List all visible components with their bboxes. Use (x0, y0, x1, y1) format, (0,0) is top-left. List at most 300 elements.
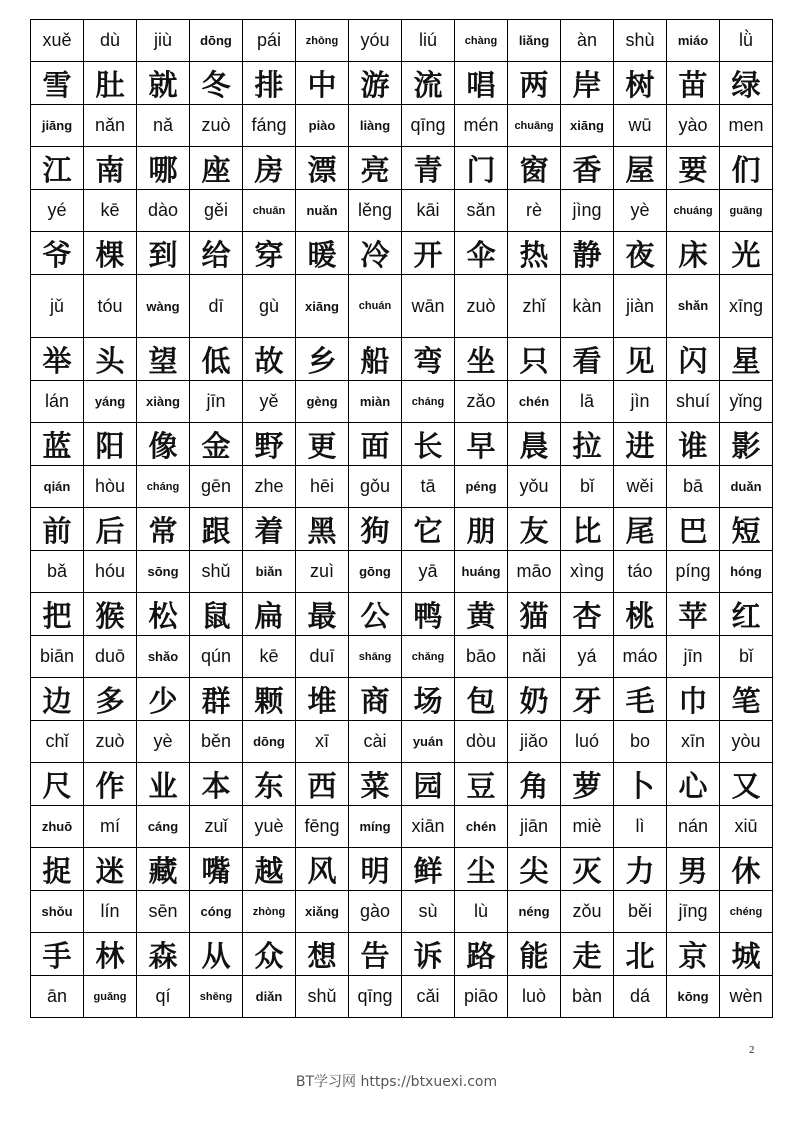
hanzi-cell: 流 (402, 62, 455, 105)
hanzi-cell: 雪 (31, 62, 84, 105)
pinyin-cell: běi (614, 891, 667, 933)
pinyin-cell: xiū (720, 806, 773, 848)
hanzi-cell: 猴 (84, 593, 137, 636)
pinyin-cell: liǎng (508, 20, 561, 62)
pinyin-cell: xīn (667, 721, 720, 763)
pinyin-cell: gěi (190, 190, 243, 232)
hanzi-cell: 们 (720, 147, 773, 190)
pinyin-cell: ān (31, 976, 84, 1018)
pinyin-cell: chuāng (508, 105, 561, 147)
pinyin-cell: dōng (190, 20, 243, 62)
pinyin-cell: duī (296, 636, 349, 678)
pinyin-cell: wàng (137, 275, 190, 338)
pinyin-row (31, 190, 773, 232)
pinyin-cell: jīng (667, 891, 720, 933)
hanzi-cell: 要 (667, 147, 720, 190)
hanzi-cell: 晨 (508, 423, 561, 466)
pinyin-cell: yóu (349, 20, 402, 62)
hanzi-cell: 亮 (349, 147, 402, 190)
pinyin-cell: mén (455, 105, 508, 147)
hanzi-cell: 杏 (561, 593, 614, 636)
pinyin-cell: diǎn (243, 976, 296, 1018)
pinyin-cell: huáng (455, 551, 508, 593)
pinyin-cell: néng (508, 891, 561, 933)
hanzi-cell: 冬 (190, 62, 243, 105)
hanzi-cell: 房 (243, 147, 296, 190)
hanzi-cell: 江 (31, 147, 84, 190)
hanzi-cell: 给 (190, 232, 243, 275)
pinyin-cell: cóng (190, 891, 243, 933)
pinyin-cell: men (720, 105, 773, 147)
pinyin-cell: yuè (243, 806, 296, 848)
hanzi-cell: 颗 (243, 678, 296, 721)
hanzi-cell: 把 (31, 593, 84, 636)
pinyin-cell: yáng (84, 381, 137, 423)
pinyin-cell: zuò (84, 721, 137, 763)
hanzi-cell: 迷 (84, 848, 137, 891)
pinyin-cell: wān (402, 275, 455, 338)
pinyin-cell: gào (349, 891, 402, 933)
hanzi-cell: 红 (720, 593, 773, 636)
hanzi-cell: 鸭 (402, 593, 455, 636)
page-number: 2 (749, 1044, 755, 1056)
hanzi-cell: 城 (720, 933, 773, 976)
pinyin-cell: táo (614, 551, 667, 593)
pinyin-cell: wū (614, 105, 667, 147)
hanzi-cell: 林 (84, 933, 137, 976)
hanzi-cell: 明 (349, 848, 402, 891)
pinyin-cell: chuān (243, 190, 296, 232)
pinyin-cell: wěi (614, 466, 667, 508)
hanzi-cell: 朋 (455, 508, 508, 551)
pinyin-cell: jiù (137, 20, 190, 62)
pinyin-cell: shǎo (137, 636, 190, 678)
pinyin-cell: fēng (296, 806, 349, 848)
pinyin-cell: xuě (31, 20, 84, 62)
pinyin-cell: zǎo (455, 381, 508, 423)
pinyin-cell: mí (84, 806, 137, 848)
hanzi-cell: 就 (137, 62, 190, 105)
pinyin-cell: cǎi (402, 976, 455, 1018)
hanzi-cell: 鼠 (190, 593, 243, 636)
hanzi-cell: 举 (31, 338, 84, 381)
pinyin-cell: yā (402, 551, 455, 593)
hanzi-cell: 多 (84, 678, 137, 721)
hanzi-cell: 尺 (31, 763, 84, 806)
hanzi-cell: 奶 (508, 678, 561, 721)
pinyin-cell: dù (84, 20, 137, 62)
pinyin-cell: zuì (296, 551, 349, 593)
pinyin-cell: lín (84, 891, 137, 933)
hanzi-cell: 影 (720, 423, 773, 466)
pinyin-cell: hòu (84, 466, 137, 508)
pinyin-cell: yá (561, 636, 614, 678)
pinyin-cell: zhòng (243, 891, 296, 933)
hanzi-cell: 肚 (84, 62, 137, 105)
hanzi-row (31, 147, 773, 190)
pinyin-cell: miáo (667, 20, 720, 62)
pinyin-cell: liàng (349, 105, 402, 147)
hanzi-cell: 手 (31, 933, 84, 976)
pinyin-cell: píng (667, 551, 720, 593)
hanzi-cell: 公 (349, 593, 402, 636)
pinyin-cell: bǐ (561, 466, 614, 508)
hanzi-row (31, 232, 773, 275)
hanzi-cell: 巴 (667, 508, 720, 551)
pinyin-cell: gèng (296, 381, 349, 423)
hanzi-cell: 跟 (190, 508, 243, 551)
hanzi-cell: 星 (720, 338, 773, 381)
pinyin-row (31, 20, 773, 62)
pinyin-cell: yuán (402, 721, 455, 763)
pinyin-cell: běn (190, 721, 243, 763)
pinyin-cell: yè (614, 190, 667, 232)
hanzi-cell: 森 (137, 933, 190, 976)
hanzi-row (31, 62, 773, 105)
hanzi-cell: 作 (84, 763, 137, 806)
pinyin-cell: nǎ (137, 105, 190, 147)
hanzi-cell: 心 (667, 763, 720, 806)
hanzi-cell: 又 (720, 763, 773, 806)
pinyin-cell: àn (561, 20, 614, 62)
hanzi-cell: 阳 (84, 423, 137, 466)
hanzi-cell: 尖 (508, 848, 561, 891)
pinyin-cell: pái (243, 20, 296, 62)
hanzi-cell: 野 (243, 423, 296, 466)
pinyin-cell: dōng (243, 721, 296, 763)
pinyin-cell: piào (296, 105, 349, 147)
hanzi-cell: 越 (243, 848, 296, 891)
pinyin-row (31, 466, 773, 508)
pinyin-cell: chuán (349, 275, 402, 338)
pinyin-cell: kōng (667, 976, 720, 1018)
hanzi-cell: 群 (190, 678, 243, 721)
hanzi-cell: 拉 (561, 423, 614, 466)
pinyin-cell: zuǐ (190, 806, 243, 848)
hanzi-cell: 绿 (720, 62, 773, 105)
pinyin-cell: hóu (84, 551, 137, 593)
pinyin-cell: xiāng (296, 275, 349, 338)
hanzi-cell: 走 (561, 933, 614, 976)
hanzi-cell: 像 (137, 423, 190, 466)
hanzi-cell: 牙 (561, 678, 614, 721)
pinyin-cell: yòu (720, 721, 773, 763)
pinyin-row (31, 636, 773, 678)
hanzi-cell: 桃 (614, 593, 667, 636)
pinyin-cell: kē (84, 190, 137, 232)
pinyin-cell: gǒu (349, 466, 402, 508)
pinyin-cell: bǐ (720, 636, 773, 678)
pinyin-cell: dào (137, 190, 190, 232)
pinyin-cell: zhōng (296, 20, 349, 62)
hanzi-cell: 游 (349, 62, 402, 105)
hanzi-cell: 床 (667, 232, 720, 275)
pinyin-cell: kē (243, 636, 296, 678)
hanzi-cell: 哪 (137, 147, 190, 190)
pinyin-cell: míng (349, 806, 402, 848)
hanzi-cell: 暖 (296, 232, 349, 275)
pinyin-cell: chuáng (667, 190, 720, 232)
pinyin-hanzi-table (30, 19, 773, 1018)
pinyin-cell: chàng (455, 20, 508, 62)
hanzi-cell: 诉 (402, 933, 455, 976)
hanzi-cell: 望 (137, 338, 190, 381)
hanzi-cell: 边 (31, 678, 84, 721)
hanzi-cell: 船 (349, 338, 402, 381)
hanzi-cell: 夜 (614, 232, 667, 275)
hanzi-cell: 坐 (455, 338, 508, 381)
hanzi-cell: 鲜 (402, 848, 455, 891)
pinyin-cell: lù (455, 891, 508, 933)
hanzi-cell: 巾 (667, 678, 720, 721)
pinyin-cell: zuò (455, 275, 508, 338)
hanzi-cell: 路 (455, 933, 508, 976)
hanzi-cell: 风 (296, 848, 349, 891)
hanzi-cell: 灭 (561, 848, 614, 891)
hanzi-cell: 长 (402, 423, 455, 466)
pinyin-cell: kàn (561, 275, 614, 338)
hanzi-cell: 业 (137, 763, 190, 806)
hanzi-cell: 菜 (349, 763, 402, 806)
pinyin-cell: xīng (720, 275, 773, 338)
hanzi-row (31, 763, 773, 806)
pinyin-cell: bāo (455, 636, 508, 678)
hanzi-cell: 进 (614, 423, 667, 466)
hanzi-cell: 男 (667, 848, 720, 891)
pinyin-cell: sù (402, 891, 455, 933)
pinyin-cell: lǜ (720, 20, 773, 62)
pinyin-row (31, 721, 773, 763)
pinyin-cell: duō (84, 636, 137, 678)
pinyin-cell: xìng (561, 551, 614, 593)
pinyin-cell: wèn (720, 976, 773, 1018)
hanzi-cell: 豆 (455, 763, 508, 806)
hanzi-cell: 乡 (296, 338, 349, 381)
hanzi-cell: 猫 (508, 593, 561, 636)
hanzi-cell: 商 (349, 678, 402, 721)
hanzi-cell: 黄 (455, 593, 508, 636)
pinyin-cell: liú (402, 20, 455, 62)
hanzi-cell: 窗 (508, 147, 561, 190)
hanzi-cell: 着 (243, 508, 296, 551)
pinyin-cell: zuò (190, 105, 243, 147)
hanzi-cell: 冷 (349, 232, 402, 275)
pinyin-cell: qīng (349, 976, 402, 1018)
pinyin-row (31, 806, 773, 848)
hanzi-cell: 想 (296, 933, 349, 976)
pinyin-cell: jiān (508, 806, 561, 848)
hanzi-cell: 角 (508, 763, 561, 806)
hanzi-cell: 扁 (243, 593, 296, 636)
hanzi-cell: 笔 (720, 678, 773, 721)
pinyin-cell: nuǎn (296, 190, 349, 232)
pinyin-cell: miè (561, 806, 614, 848)
hanzi-cell: 早 (455, 423, 508, 466)
hanzi-cell: 捉 (31, 848, 84, 891)
hanzi-cell: 谁 (667, 423, 720, 466)
pinyin-cell: zhuō (31, 806, 84, 848)
pinyin-row (31, 891, 773, 933)
pinyin-cell: xī (296, 721, 349, 763)
pinyin-cell: xiàng (137, 381, 190, 423)
hanzi-cell: 尾 (614, 508, 667, 551)
pinyin-cell: shāng (349, 636, 402, 678)
hanzi-cell: 告 (349, 933, 402, 976)
pinyin-cell: cáng (137, 806, 190, 848)
pinyin-cell: guāng (720, 190, 773, 232)
hanzi-cell: 更 (296, 423, 349, 466)
hanzi-cell: 两 (508, 62, 561, 105)
hanzi-cell: 少 (137, 678, 190, 721)
hanzi-cell: 力 (614, 848, 667, 891)
hanzi-cell: 开 (402, 232, 455, 275)
hanzi-cell: 只 (508, 338, 561, 381)
pinyin-row (31, 105, 773, 147)
pinyin-cell: chǎng (402, 636, 455, 678)
pinyin-cell: luó (561, 721, 614, 763)
hanzi-cell: 到 (137, 232, 190, 275)
footer-watermark: BT学习网 https://btxuexi.com (295, 1074, 498, 1090)
pinyin-cell: cài (349, 721, 402, 763)
hanzi-cell: 排 (243, 62, 296, 105)
hanzi-cell: 苹 (667, 593, 720, 636)
hanzi-row (31, 593, 773, 636)
pinyin-cell: sēn (137, 891, 190, 933)
hanzi-cell: 从 (190, 933, 243, 976)
hanzi-row (31, 508, 773, 551)
pinyin-cell: jīn (667, 636, 720, 678)
pinyin-row (31, 551, 773, 593)
pinyin-cell: guǎng (84, 976, 137, 1018)
hanzi-cell: 香 (561, 147, 614, 190)
hanzi-cell: 伞 (455, 232, 508, 275)
hanzi-cell: 金 (190, 423, 243, 466)
pinyin-cell: bo (614, 721, 667, 763)
pinyin-cell: yǒu (508, 466, 561, 508)
pinyin-cell: yào (667, 105, 720, 147)
hanzi-cell: 最 (296, 593, 349, 636)
pinyin-cell: biǎn (243, 551, 296, 593)
hanzi-cell: 见 (614, 338, 667, 381)
hanzi-cell: 岸 (561, 62, 614, 105)
hanzi-cell: 苗 (667, 62, 720, 105)
hanzi-cell: 东 (243, 763, 296, 806)
hanzi-cell: 比 (561, 508, 614, 551)
hanzi-cell: 卜 (614, 763, 667, 806)
hanzi-row (31, 338, 773, 381)
hanzi-cell: 青 (402, 147, 455, 190)
pinyin-cell: dī (190, 275, 243, 338)
pinyin-cell: hóng (720, 551, 773, 593)
pinyin-cell: yé (31, 190, 84, 232)
hanzi-cell: 蓝 (31, 423, 84, 466)
pinyin-cell: rè (508, 190, 561, 232)
pinyin-cell: jǔ (31, 275, 84, 338)
hanzi-cell: 头 (84, 338, 137, 381)
pinyin-cell: jīn (190, 381, 243, 423)
hanzi-cell: 常 (137, 508, 190, 551)
hanzi-cell: 穿 (243, 232, 296, 275)
pinyin-cell: zhǐ (508, 275, 561, 338)
hanzi-cell: 堆 (296, 678, 349, 721)
pinyin-cell: piāo (455, 976, 508, 1018)
hanzi-cell: 门 (455, 147, 508, 190)
pinyin-cell: biān (31, 636, 84, 678)
pinyin-cell: tóu (84, 275, 137, 338)
pinyin-cell: bàn (561, 976, 614, 1018)
hanzi-cell: 场 (402, 678, 455, 721)
pinyin-cell: gēn (190, 466, 243, 508)
pinyin-cell: xiāng (561, 105, 614, 147)
hanzi-cell: 热 (508, 232, 561, 275)
hanzi-cell: 狗 (349, 508, 402, 551)
hanzi-cell: 漂 (296, 147, 349, 190)
pinyin-cell: qí (137, 976, 190, 1018)
pinyin-cell: lā (561, 381, 614, 423)
hanzi-cell: 低 (190, 338, 243, 381)
pinyin-cell: chǐ (31, 721, 84, 763)
pinyin-cell: gōng (349, 551, 402, 593)
pinyin-cell: nán (667, 806, 720, 848)
hanzi-cell: 尘 (455, 848, 508, 891)
hanzi-cell: 前 (31, 508, 84, 551)
pinyin-cell: lěng (349, 190, 402, 232)
pinyin-cell: shǔ (190, 551, 243, 593)
pinyin-cell: tā (402, 466, 455, 508)
pinyin-cell: chéng (720, 891, 773, 933)
hanzi-cell: 树 (614, 62, 667, 105)
pinyin-cell: máo (614, 636, 667, 678)
pinyin-cell: yǐng (720, 381, 773, 423)
hanzi-row (31, 848, 773, 891)
pinyin-cell: dòu (455, 721, 508, 763)
hanzi-cell: 后 (84, 508, 137, 551)
pinyin-cell: chén (455, 806, 508, 848)
pinyin-cell: qián (31, 466, 84, 508)
pinyin-cell: zhe (243, 466, 296, 508)
pinyin-cell: sōng (137, 551, 190, 593)
hanzi-cell: 藏 (137, 848, 190, 891)
pinyin-cell: shǔ (296, 976, 349, 1018)
hanzi-cell: 众 (243, 933, 296, 976)
hanzi-cell: 本 (190, 763, 243, 806)
hanzi-cell: 京 (667, 933, 720, 976)
hanzi-row (31, 678, 773, 721)
hanzi-cell: 嘴 (190, 848, 243, 891)
hanzi-cell: 面 (349, 423, 402, 466)
pinyin-row (31, 275, 773, 338)
pinyin-cell: xiān (402, 806, 455, 848)
hanzi-cell: 唱 (455, 62, 508, 105)
hanzi-cell: 看 (561, 338, 614, 381)
hanzi-cell: 包 (455, 678, 508, 721)
pinyin-row (31, 976, 773, 1018)
hanzi-cell: 北 (614, 933, 667, 976)
pinyin-cell: shǒu (31, 891, 84, 933)
pinyin-cell: lán (31, 381, 84, 423)
hanzi-cell: 故 (243, 338, 296, 381)
pinyin-cell: cháng (402, 381, 455, 423)
pinyin-cell: nǎi (508, 636, 561, 678)
pinyin-cell: bā (667, 466, 720, 508)
hanzi-cell: 短 (720, 508, 773, 551)
hanzi-row (31, 933, 773, 976)
hanzi-cell: 能 (508, 933, 561, 976)
pinyin-cell: gù (243, 275, 296, 338)
hanzi-cell: 毛 (614, 678, 667, 721)
hanzi-cell: 松 (137, 593, 190, 636)
hanzi-cell: 爷 (31, 232, 84, 275)
